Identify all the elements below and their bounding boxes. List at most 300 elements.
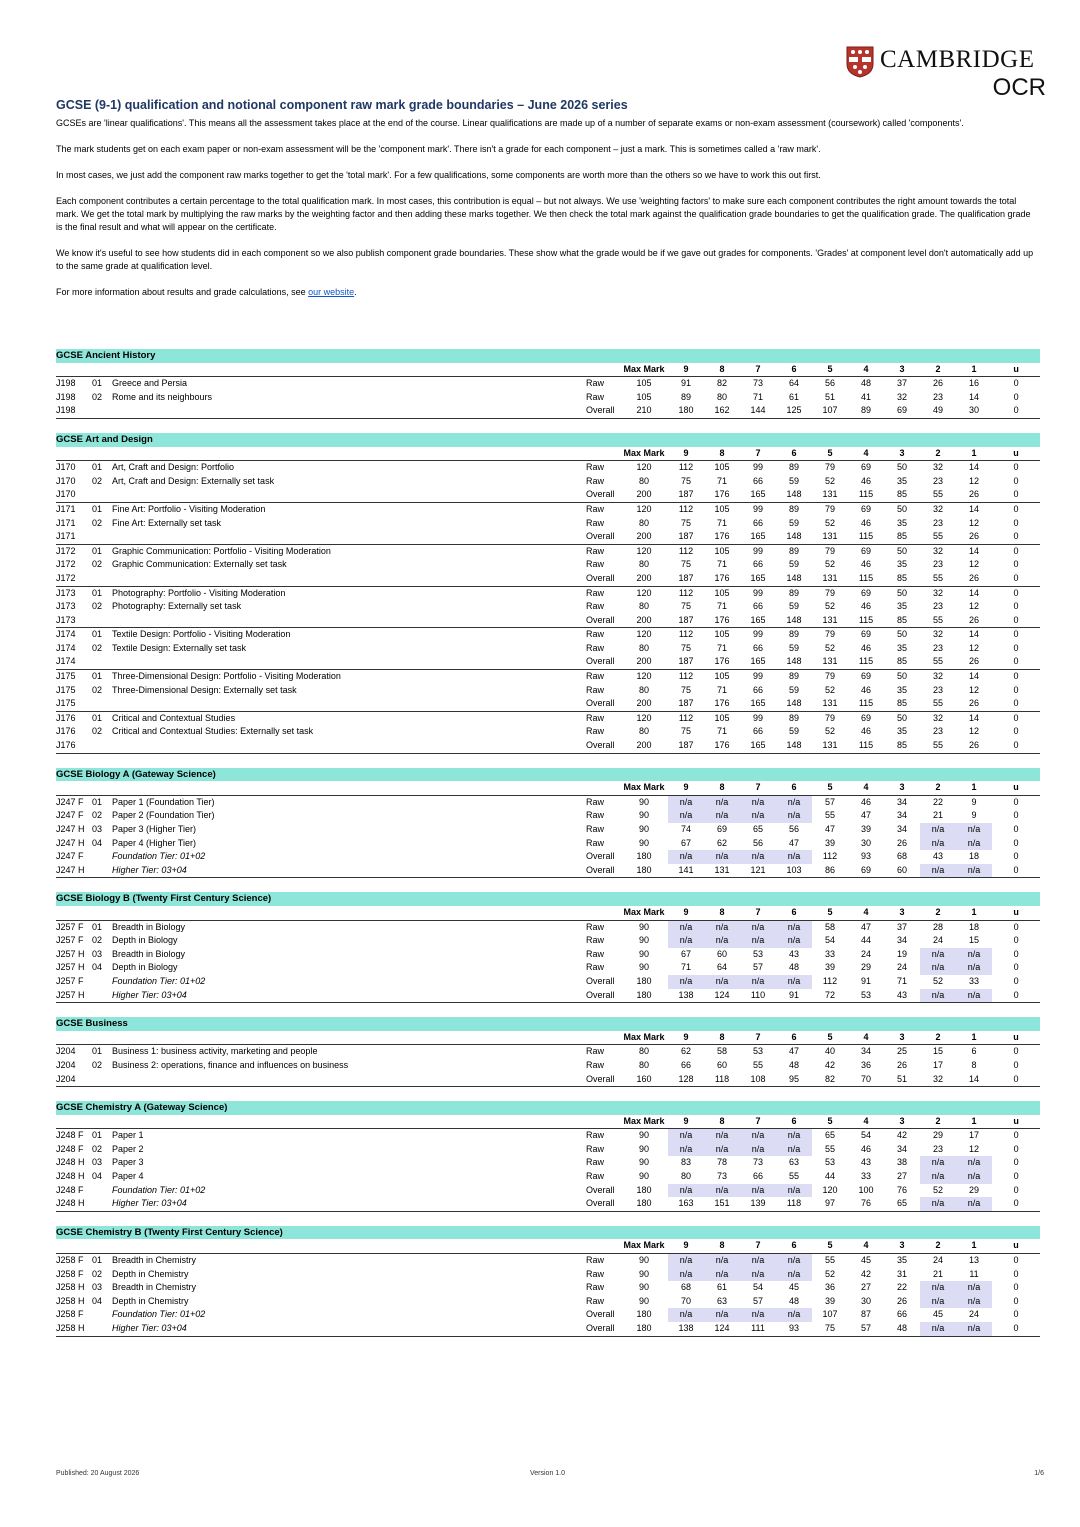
grade-boundary: 46: [860, 796, 871, 807]
grade-boundary: 0: [1013, 545, 1019, 556]
component-number: 04: [92, 962, 103, 973]
grade-boundary: 187: [668, 697, 704, 711]
component-name: Depth in Biology: [112, 962, 178, 973]
max-mark: 80: [638, 1059, 649, 1070]
grade-boundary: 35: [896, 601, 907, 612]
max-mark: 90: [638, 962, 649, 973]
grade-boundary: 63: [788, 1157, 799, 1168]
grade-boundary: 26: [956, 697, 992, 711]
grade-boundary: 34: [896, 810, 907, 821]
grade-boundary: 14: [956, 1073, 992, 1087]
table-row: [56, 391, 1040, 405]
column-header: 6: [776, 1031, 812, 1045]
grade-boundary: 73: [752, 378, 763, 389]
tier: F: [78, 975, 84, 986]
component-name: Rome and its neighbours: [112, 391, 213, 402]
grade-boundary: 14: [968, 391, 979, 402]
tier: [78, 711, 92, 725]
qualification-code: J173: [56, 587, 76, 598]
table-row: [56, 1059, 1040, 1073]
component-number: [92, 1322, 112, 1336]
grade-boundary: n/a: [740, 1184, 776, 1198]
component-name: [112, 697, 586, 711]
grade-boundary: 86: [812, 864, 848, 878]
grade-boundary: 50: [896, 671, 907, 682]
grade-boundary: 0: [1013, 1295, 1019, 1306]
component-name: Critical and Contextual Studies: [112, 712, 236, 723]
grade-boundary: 125: [776, 404, 812, 418]
grade-boundary: 54: [860, 1130, 871, 1141]
column-header: 3: [884, 781, 920, 795]
component-name: Breadth in Chemistry: [112, 1255, 197, 1266]
component-number: 01: [92, 921, 103, 932]
mark-type: Raw: [586, 1046, 605, 1057]
table-row: [56, 1045, 1040, 1059]
component-name: [112, 739, 586, 753]
column-header: 3: [884, 1031, 920, 1045]
qualification-code: J175: [56, 684, 76, 695]
grade-boundary: 73: [716, 1171, 727, 1182]
grade-table: [56, 433, 1040, 754]
component-name: Foundation Tier: 01+02: [112, 1309, 206, 1320]
grade-boundary: 89: [680, 391, 691, 402]
grade-boundary: 69: [860, 462, 871, 473]
grade-boundary: 22: [896, 1282, 907, 1293]
tier: H: [78, 989, 92, 1003]
grade-boundary: 99: [752, 671, 763, 682]
max-mark: 120: [636, 671, 652, 682]
grade-boundary: 141: [668, 864, 704, 878]
grade-boundary: n/a: [704, 920, 740, 934]
component-number: 01: [92, 378, 103, 389]
grade-boundary: n/a: [740, 934, 776, 948]
grade-boundary: 71: [716, 559, 727, 570]
table-row: [56, 530, 1040, 544]
component-number: 01: [92, 712, 103, 723]
component-name: [112, 1073, 586, 1087]
grade-boundary: 105: [714, 712, 730, 723]
grade-boundary: 46: [860, 475, 871, 486]
mark-type: Overall: [586, 1184, 615, 1195]
grade-boundary: 15: [968, 935, 979, 946]
grade-boundary: n/a: [956, 823, 992, 837]
grade-table: [56, 1226, 1040, 1337]
grade-boundary: 139: [740, 1197, 776, 1211]
qualification-code: J171: [56, 517, 76, 528]
header-spacer: [56, 1031, 620, 1045]
qualification-code: J174: [56, 629, 76, 640]
grade-boundary: 131: [704, 864, 740, 878]
grade-boundary: 69: [848, 864, 884, 878]
max-mark: 90: [638, 1295, 649, 1306]
grade-boundary: 64: [716, 962, 727, 973]
component-name: Higher Tier: 03+04: [112, 1322, 586, 1336]
qualification-code: J247: [56, 824, 76, 834]
grade-boundary: 23: [932, 1143, 943, 1154]
grade-boundary: 32: [932, 671, 943, 682]
website-link[interactable]: our website: [308, 287, 355, 297]
grade-boundary: 69: [860, 712, 871, 723]
grade-boundary: 112: [678, 503, 694, 514]
mark-type: Overall: [586, 1197, 620, 1211]
component-number: [92, 1197, 112, 1211]
table-row: [56, 1170, 1040, 1184]
component-name: Breadth in Biology: [112, 921, 186, 932]
grade-boundary: 40: [824, 1046, 835, 1057]
table-row: [56, 1156, 1040, 1170]
grade-table: [56, 349, 1040, 419]
grade-boundary: 120: [822, 1184, 838, 1195]
mark-type: Raw: [586, 629, 605, 640]
grade-boundary: 76: [848, 1197, 884, 1211]
column-header: 8: [704, 781, 740, 795]
grade-boundary: 115: [848, 614, 884, 628]
qualification-code: J171: [56, 503, 76, 514]
qualification-code: J247: [56, 864, 78, 878]
grade-boundary: 57: [824, 796, 835, 807]
component-name: Paper 3 (Higher Tier): [112, 824, 197, 834]
grade-boundary: 69: [860, 671, 871, 682]
grade-boundary: 50: [896, 462, 907, 473]
grade-boundary: 26: [956, 614, 992, 628]
grade-boundary: 71: [752, 391, 763, 402]
max-mark: 90: [638, 1282, 649, 1293]
tier: H: [78, 948, 85, 959]
mark-type: Overall: [586, 864, 620, 878]
tier: H: [78, 1157, 85, 1168]
grade-boundary: 42: [860, 1268, 871, 1279]
grade-boundary: 17: [968, 1130, 979, 1141]
grade-boundary: 41: [860, 391, 871, 402]
grade-boundary: 59: [788, 559, 799, 570]
grade-boundary: 176: [704, 697, 740, 711]
component-name: Paper 1 (Foundation Tier): [112, 796, 215, 807]
qualification-code: J248: [56, 1184, 76, 1195]
grade-boundary: 176: [704, 739, 740, 753]
mark-type: Overall: [586, 1322, 620, 1336]
column-header: 5: [812, 363, 848, 377]
grade-boundary: 47: [788, 837, 799, 848]
footer-published: Published: 20 August 2026: [56, 1470, 140, 1477]
grade-boundary: 26: [956, 739, 992, 753]
grade-boundary: 82: [812, 1073, 848, 1087]
component-number: 02: [92, 391, 103, 402]
grade-boundary: n/a: [776, 934, 812, 948]
grade-boundary: 68: [680, 1282, 691, 1293]
grade-boundary: 148: [776, 530, 812, 544]
grade-boundary: n/a: [920, 948, 956, 962]
grade-boundary: 85: [884, 530, 920, 544]
grade-boundary: n/a: [704, 975, 740, 989]
grade-boundary: 34: [896, 824, 907, 834]
grade-boundary: 0: [1013, 601, 1019, 612]
component-number: 02: [92, 684, 103, 695]
intro-paragraph: Each component contributes a certain percentage to the total qualification mark. In most cases, this contribution is equal – but not always. We use 'weighting factors' to make sure each component contributes the right amount towards the total mark. We get the total mark by multiplying the raw marks by the weighting factor and then adding these marks together. We then check the total mark against the qualification grade boundaries to get the qualification grade. The qualification grade is the final result and what will appear on the certificate.: [56, 196, 1031, 232]
max-mark: 90: [638, 1143, 649, 1154]
table-row: [56, 1197, 1040, 1211]
grade-boundary: 165: [740, 655, 776, 669]
component-number: 04: [92, 1295, 103, 1306]
grade-boundary: 47: [824, 824, 835, 834]
grade-boundary: n/a: [956, 1295, 992, 1309]
grade-boundary: 0: [992, 1197, 1040, 1211]
grade-boundary: 111: [740, 1322, 776, 1336]
grade-boundary: n/a: [668, 1143, 704, 1157]
grade-boundary: n/a: [956, 837, 992, 851]
grade-boundary: 55: [824, 1255, 835, 1266]
qualification-code: J176: [56, 726, 76, 737]
max-mark: 90: [638, 1130, 649, 1141]
mark-type: Raw: [586, 1171, 605, 1182]
grade-boundary: 176: [704, 530, 740, 544]
tier: H: [78, 962, 85, 973]
tier: F: [78, 851, 84, 862]
grade-boundary: 0: [992, 864, 1040, 878]
grade-boundary: n/a: [740, 1129, 776, 1143]
grade-boundary: 87: [860, 1309, 871, 1320]
grade-boundary: 0: [1013, 1282, 1019, 1293]
column-header: 4: [848, 1239, 884, 1253]
grade-boundary: 23: [932, 559, 943, 570]
grade-boundary: 67: [680, 837, 691, 848]
table-row: [56, 684, 1040, 698]
grade-boundary: 23: [932, 391, 943, 402]
grade-boundary: 38: [896, 1157, 907, 1168]
grade-boundary: 54: [824, 935, 835, 946]
grade-boundary: 43: [884, 989, 920, 1003]
grade-boundary: 46: [860, 1143, 871, 1154]
component-name: Foundation Tier: 01+02: [112, 975, 206, 986]
column-header: 6: [776, 363, 812, 377]
component-number: 01: [92, 503, 103, 514]
tier: [78, 530, 92, 544]
grade-table: [56, 768, 1040, 879]
grade-boundary: 42: [896, 1130, 907, 1141]
grade-boundary: 12: [968, 1143, 979, 1154]
column-header: 8: [704, 1115, 740, 1129]
qualification-code: J172: [56, 545, 76, 556]
grade-boundary: 79: [824, 462, 835, 473]
table-row: [56, 989, 1040, 1003]
max-mark: 80: [638, 601, 649, 612]
table-row: [56, 655, 1040, 669]
mark-type: Raw: [586, 1130, 605, 1141]
grade-boundary: 52: [824, 642, 835, 653]
grade-boundary: 35: [896, 642, 907, 653]
column-header: 4: [848, 1031, 884, 1045]
grade-boundary: n/a: [668, 1254, 704, 1268]
component-name: [112, 572, 586, 586]
section-title: GCSE Business: [56, 1017, 1040, 1031]
grade-boundary: 0: [1013, 642, 1019, 653]
max-mark: 200: [620, 488, 668, 502]
component-number: 01: [92, 796, 103, 807]
grade-boundary: 0: [1013, 1059, 1019, 1070]
grade-boundary: 66: [752, 642, 763, 653]
grade-boundary: 105: [714, 671, 730, 682]
component-name: Higher Tier: 03+04: [112, 1197, 586, 1211]
grade-boundary: 34: [896, 1143, 907, 1154]
column-header: 8: [704, 363, 740, 377]
grade-boundary: 112: [678, 712, 694, 723]
grade-boundary: 187: [668, 614, 704, 628]
component-number: 02: [92, 517, 103, 528]
qualification-code: J258: [56, 1295, 76, 1306]
column-header: 9: [668, 1239, 704, 1253]
column-header-row: [56, 363, 1040, 377]
grade-boundary: 58: [824, 921, 835, 932]
max-mark: 120: [636, 587, 652, 598]
table-row: [56, 934, 1040, 948]
grade-boundary: 44: [860, 935, 871, 946]
grade-boundary: 0: [992, 404, 1040, 418]
grade-boundary: 18: [968, 851, 979, 862]
component-number: 03: [92, 1157, 103, 1168]
grade-boundary: 89: [788, 712, 799, 723]
tier: F: [78, 1255, 84, 1266]
component-number: [92, 530, 112, 544]
table-row: [56, 975, 1040, 989]
grade-boundary: n/a: [956, 1322, 992, 1336]
max-mark: 80: [638, 726, 649, 737]
table-row: [56, 614, 1040, 628]
grade-boundary: 180: [668, 404, 704, 418]
grade-boundary: 66: [680, 1059, 691, 1070]
max-mark: 180: [620, 1197, 668, 1211]
grade-boundary: 55: [788, 1171, 799, 1182]
grade-boundary: 32: [920, 1073, 956, 1087]
grade-boundary: 66: [896, 1309, 907, 1320]
grade-boundary: 29: [968, 1184, 979, 1195]
mark-type: Raw: [586, 545, 605, 556]
grade-boundary: 121: [740, 864, 776, 878]
grade-boundary: 24: [932, 935, 943, 946]
section-header: [56, 892, 1040, 906]
grade-boundary: 66: [752, 517, 763, 528]
grade-boundary: 108: [740, 1073, 776, 1087]
mark-type: Raw: [586, 1295, 605, 1306]
grade-boundary: 64: [788, 378, 799, 389]
grade-boundary: 17: [932, 1059, 943, 1070]
grade-boundary: 37: [896, 921, 907, 932]
section-header: [56, 1017, 1040, 1031]
grade-boundary: 65: [884, 1197, 920, 1211]
component-number: [92, 488, 112, 502]
grade-boundary: 0: [992, 739, 1040, 753]
grade-boundary: 91: [776, 989, 812, 1003]
grade-boundary: 52: [824, 1268, 835, 1279]
grade-boundary: 36: [824, 1282, 835, 1293]
tier: [78, 628, 92, 642]
grade-boundary: n/a: [740, 850, 776, 864]
grade-boundary: 46: [860, 601, 871, 612]
header-spacer: [56, 1115, 620, 1129]
qualification-code: J174: [56, 642, 76, 653]
grade-boundary: 52: [932, 1184, 943, 1195]
column-header: 6: [776, 447, 812, 461]
component-name: Depth in Chemistry: [112, 1295, 189, 1306]
grade-boundary: n/a: [704, 795, 740, 809]
table-row: [56, 558, 1040, 572]
grade-boundary: 69: [860, 503, 871, 514]
grade-boundary: 24: [860, 948, 871, 959]
qualification-code: J247: [56, 796, 76, 807]
component-number: 01: [92, 629, 103, 640]
grade-boundary: 26: [932, 378, 943, 389]
mark-type: Raw: [586, 517, 605, 528]
max-mark: 80: [638, 642, 649, 653]
column-header: 8: [704, 447, 740, 461]
grade-boundary: 12: [968, 726, 979, 737]
grade-boundary: 97: [812, 1197, 848, 1211]
table-row: [56, 920, 1040, 934]
qualification-code: J248: [56, 1197, 78, 1211]
column-header: 8: [704, 1239, 740, 1253]
grade-boundary: 32: [932, 587, 943, 598]
tier: F: [78, 921, 84, 932]
component-number: 04: [92, 1171, 103, 1182]
grade-boundary: 39: [824, 1295, 835, 1306]
max-mark: 80: [638, 559, 649, 570]
grade-boundary: n/a: [920, 1281, 956, 1295]
max-mark: 200: [620, 655, 668, 669]
max-mark: 200: [620, 572, 668, 586]
grade-boundary: 14: [968, 545, 979, 556]
grade-boundary: 75: [680, 475, 691, 486]
grade-boundary: 60: [716, 1059, 727, 1070]
max-mark: 90: [638, 1171, 649, 1182]
grade-boundary: 67: [680, 948, 691, 959]
grade-boundary: 187: [668, 655, 704, 669]
grade-boundary: 0: [1013, 837, 1019, 848]
tier: [78, 670, 92, 684]
grade-boundary: n/a: [668, 809, 704, 823]
mark-type: Raw: [586, 671, 605, 682]
grade-boundary: 165: [740, 697, 776, 711]
intro-text: [56, 117, 1036, 312]
grade-boundary: 105: [714, 587, 730, 598]
grade-boundary: 48: [788, 1295, 799, 1306]
grade-boundary: 66: [752, 726, 763, 737]
table-row: [56, 1184, 1040, 1198]
column-header: 1: [956, 363, 992, 377]
grade-boundary: 0: [1013, 684, 1019, 695]
qualification-code: J170: [56, 488, 78, 502]
intro-paragraph: The mark students get on each exam paper or non-exam assessment will be the 'component mark'. There isn't a grade for each component – just a mark. This is sometimes called a 'raw mark'.: [56, 144, 821, 154]
component-number: 02: [92, 559, 103, 570]
grade-boundary: n/a: [704, 934, 740, 948]
column-header: 2: [920, 1239, 956, 1253]
grade-boundary: 29: [932, 1130, 943, 1141]
tier: F: [78, 1268, 84, 1279]
grade-boundary: n/a: [920, 1170, 956, 1184]
mark-type: Overall: [586, 614, 620, 628]
grade-boundary: 115: [848, 655, 884, 669]
tier: F: [78, 935, 84, 946]
qualification-code: J257: [56, 921, 76, 932]
grade-boundary: 112: [678, 462, 694, 473]
mark-type: Overall: [586, 975, 615, 986]
grade-boundary: 44: [824, 1171, 835, 1182]
grade-boundary: 73: [752, 1157, 763, 1168]
grade-boundary: 176: [704, 614, 740, 628]
table-row: [56, 809, 1040, 823]
grade-boundary: n/a: [776, 1129, 812, 1143]
grade-boundary: 148: [776, 697, 812, 711]
grade-boundary: 163: [668, 1197, 704, 1211]
grade-boundary: 70: [680, 1295, 691, 1306]
grade-boundary: n/a: [668, 795, 704, 809]
